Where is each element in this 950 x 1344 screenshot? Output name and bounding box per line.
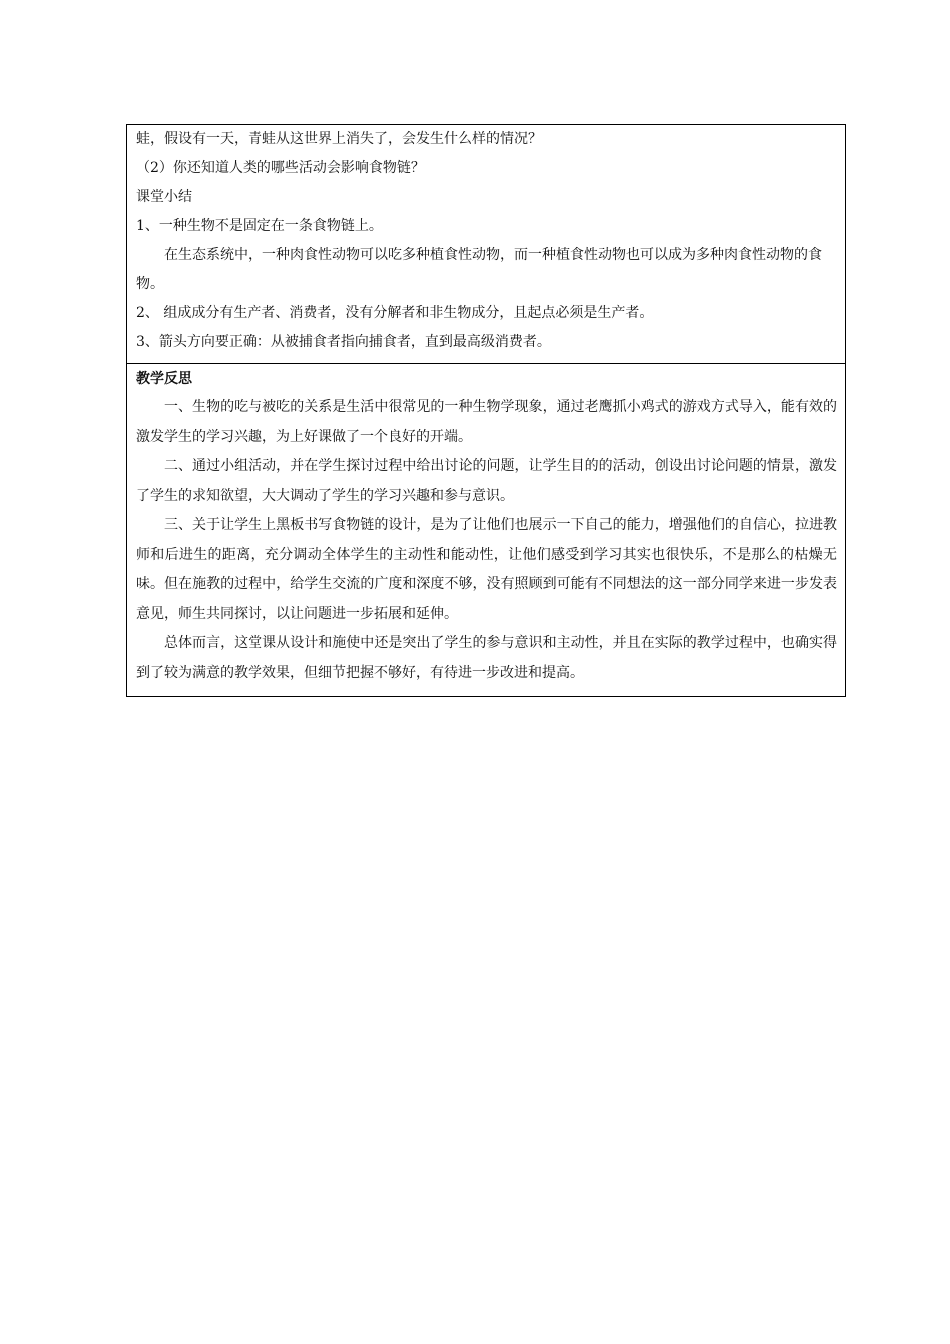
- lesson-table: [126, 124, 846, 697]
- summary-point-1-detail: 在生态系统中，一种肉食性动物可以吃多种植食性动物，而一种植食性动物也可以成为多种肉食性动物的食物。: [136, 247, 822, 292]
- reflection-paragraph-4: 总体而言，这堂课从设计和施使中还是突出了学生的参与意识和主动性，并且在实际的教学过程中，也确实得到了较为满意的教学效果，但细节把握不够好，有待进一步改进和提高。: [136, 635, 837, 681]
- summary-point-3: 3、箭头方向要正确：从被捕食者指向捕食者，直到最高级消费者。: [136, 334, 551, 350]
- reflection-paragraph-1: 一、生物的吃与被吃的关系是生活中很常见的一种生物学现象，通过老鹰抓小鸡式的游戏方式导入，能有效的激发学生的学习兴趣，为上好课做了一个良好的开端。: [136, 399, 837, 445]
- question-line-2: （2）你还知道人类的哪些活动会影响食物链？: [136, 160, 425, 176]
- summary-title: 课堂小结: [136, 189, 192, 205]
- reflection-heading: 教学反思: [136, 371, 192, 387]
- reflection-paragraph-2: 二、通过小组活动，并在学生探讨过程中给出讨论的问题，让学生目的的活动，创设出讨论问题的情景，激发了学生的求知欲望，大大调动了学生的学习兴趣和参与意识。: [136, 458, 837, 504]
- summary-point-2: 2、 组成成分有生产者、消费者，没有分解者和非生物成分，且起点必须是生产者。: [136, 305, 654, 321]
- reflection-cell: [127, 364, 845, 696]
- summary-cell: [127, 125, 845, 364]
- question-line-1: 蛙，假设有一天，青蛙从这世界上消失了，会发生什么样的情况？: [136, 131, 542, 147]
- reflection-paragraph-3: 三、关于让学生上黑板书写食物链的设计，是为了让他们也展示一下自己的能力，增强他们的自信心，拉进教师和后进生的距离，充分调动全体学生的主动性和能动性，让他们感受到学习其实也很快乐，不是那么的枯燥无味。但在施教的过程中，给学生交流的广度和深度不够，没有照顾到可能有不同想法的这一部分同学来进一步发表意见，师生共同探讨，以让问题进一步拓展和延伸。: [136, 517, 837, 622]
- summary-point-1: 1、一种生物不是固定在一条食物链上。: [136, 218, 383, 234]
